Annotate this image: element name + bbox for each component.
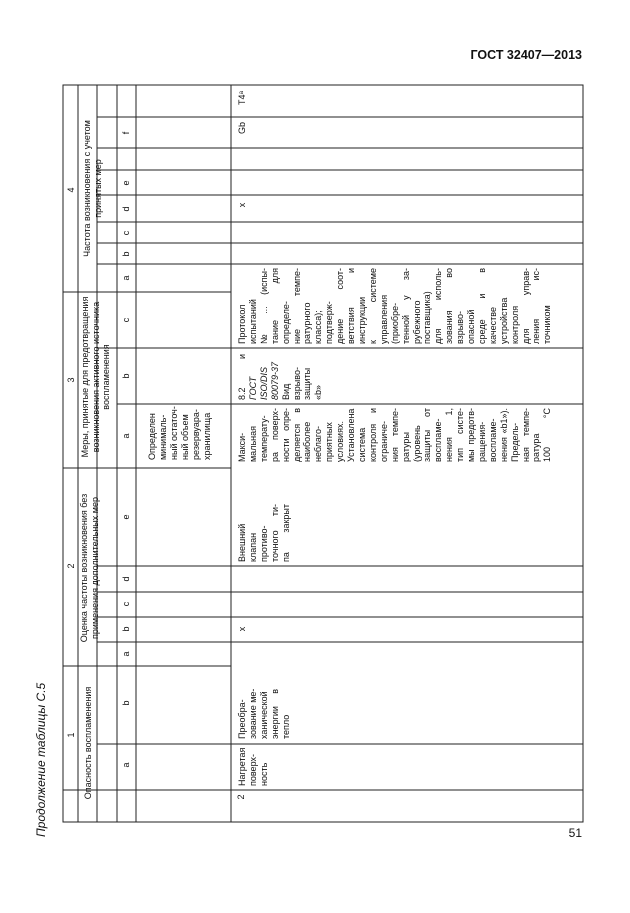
col4-header: Частота возникновения с учетом принятых мер: [82, 120, 103, 257]
col3b-letter: b: [121, 373, 131, 379]
col3-header: Меры, принятые для предотвращения возникновения активного источника воспламенения: [80, 296, 111, 458]
col4a-letter: а: [121, 275, 131, 281]
col3c-letter: c: [121, 317, 131, 323]
row-col3c: Протокол испытаний № ... (испы- тание для определе- ние темпе- ратурного класса); подтверж- дение соот- ветствия и инструкции к системе управления (приобре- тенной у за- рубежного поставщика) для исполь- зования во взрыво- опасной среде и в качестве устройства контроля для управ- ления ис- точником: [237, 268, 553, 344]
col2a-letter: а: [121, 651, 131, 657]
row-col4e-value: Gb: [237, 122, 247, 135]
col1a-letter: а: [121, 762, 131, 768]
col2-number: 2: [66, 563, 76, 569]
row-col4c-mark: x: [237, 202, 247, 208]
row-col1a: Нагретая поверх- ность: [237, 747, 269, 786]
row-col2b-mark: x: [237, 626, 247, 632]
prev-row-col3a: Определен минималь- ный остаточ- ный объем резервуара- хранилища: [147, 406, 212, 460]
col4f-letter: f: [121, 131, 131, 135]
row-col3b: 8.2 и ГОСТ ISO/DIS 80079-37 Вид взрыво- защиты «b»: [237, 354, 324, 400]
col4e-letter: e: [121, 180, 131, 186]
col4d-letter: d: [121, 206, 131, 212]
col2e-letter: e: [121, 514, 131, 520]
table-continuation-caption: Продолжение таблицы С.5: [34, 682, 48, 837]
row-col4f-value: T4ᵃ: [237, 91, 247, 105]
col1-header: Опасность воспламенения: [83, 686, 93, 800]
page-number: 51: [568, 826, 582, 840]
col3-number: 3: [66, 377, 76, 383]
col2b-letter: b: [121, 626, 131, 632]
col2-header: Оценка частоты возникновения без применения дополнительных мер: [79, 493, 100, 643]
col3a-letter: а: [121, 433, 131, 439]
col1b-letter: b: [121, 700, 131, 706]
row-col2e: Внешний клапан противо- точного ти- па закрыт: [237, 504, 291, 562]
row-number: 2: [236, 794, 246, 800]
col4c-letter: c: [121, 230, 131, 236]
col2d-letter: d: [121, 576, 131, 582]
col4-number: 4: [66, 187, 76, 193]
document-header: ГОСТ 32407—2013: [470, 48, 582, 62]
col4b-letter: b: [121, 251, 131, 257]
col2c-letter: c: [121, 601, 131, 607]
row-col3a: Макси- мальная температу- ра поверх- ности опре- деляется в наиболее неблаго- приятных условиях. Установлена система контроля и ограниче- ния темпе- ратуры (уровень защиты от воспламе- нения 1, тип систе- мы предотв- ращения- воспламе- нения «b1»). Предель- ная темпе- ратура 100 °С: [237, 408, 553, 462]
col1-number: 1: [66, 732, 76, 738]
row-col1b: Преобра- зование ме- ханической энергии в тепло: [237, 688, 291, 739]
